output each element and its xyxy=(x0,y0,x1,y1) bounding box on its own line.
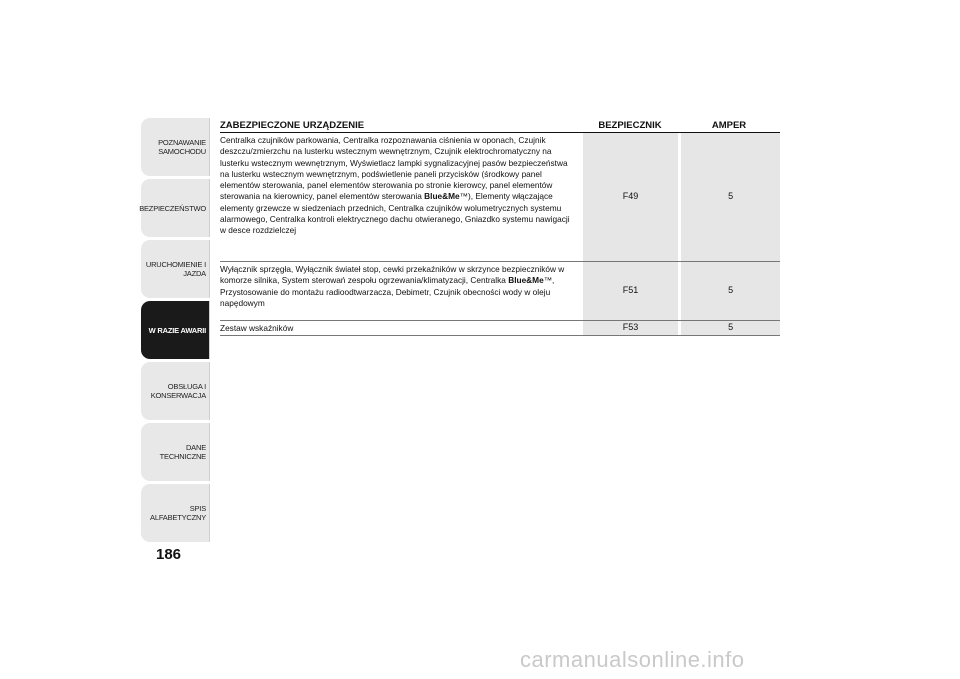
tab-poznawanie-samochodu[interactable]: POZNAWANIE SAMOCHODU xyxy=(141,118,210,176)
device-cell: Centralka czujników parkowania, Centralka rozpoznawania ciśnienia w oponach, Czujnik deszczu/zmierzchu na lusterku wstecznym wewnętrznym, Czujnik elektrochromatyczny na lusterku wstecznym wewnętrznym, Wyświetlacz lampki sygnalizacyjnej pasów bezpieczeństwa na lusterku wstecznym wewnętrznym, podświetlenie paneli przycisków (środkowy panel elementów sterowania, panel elementów sterowania po stronie kierowcy, panel elementów sterowania na kierownicy, panel elementów sterowania Blue&Me™), Elementy włączające elementy grzewcze w siedzeniach przednich, Centralka czujników wolumetrycznych systemu alarmowego, Centralka kontroli elektrycznego dachu otwieranego, Gniazdko systemu nawigacji w desce rozdzielczej xyxy=(220,135,570,236)
header-fuse: BEZPIECZNIK xyxy=(598,120,662,131)
header-device: ZABEZPIECZONE URZĄDZENIE xyxy=(220,120,365,131)
table-row xyxy=(220,321,780,336)
amp-cell: 5 xyxy=(681,321,780,335)
page-number: 186 xyxy=(156,546,182,563)
tab-dane-techniczne[interactable]: DANE TECHNICZNE xyxy=(141,423,210,481)
table-row xyxy=(220,133,780,262)
brand-name: Blue&Me xyxy=(424,191,460,202)
fuse-table xyxy=(220,117,780,336)
amp-cell: 5 xyxy=(681,133,780,261)
fuse-cell: F49 xyxy=(583,133,679,261)
tab-spis-alfabetyczny[interactable]: SPIS ALFABETYCZNY xyxy=(141,484,210,542)
tab-bezpieczenstwo[interactable]: BEZPIECZEŃSTWO xyxy=(141,179,210,237)
tab-w-razie-awarii[interactable]: W RAZIE AWARII xyxy=(141,301,210,359)
fuse-cell: F51 xyxy=(583,262,679,320)
watermark: carmanualsonline.info xyxy=(520,647,745,672)
device-cell: Wyłącznik sprzęgła, Wyłącznik świateł stop, cewki przekaźników w skrzynce bezpieczników w komorze silnika, System sterowań zespołu ogrzewania/klimatyzacji, Centralka Blue&Me™, Przystosowanie do montażu radioodtwarzacza, Debimetr, Czujnik obecności wody w oleju napędowym xyxy=(220,264,565,308)
fuse-cell: F53 xyxy=(583,321,679,335)
brand-name: Blue&Me xyxy=(508,275,544,286)
header-amp: AMPER xyxy=(711,120,747,131)
table-row xyxy=(220,262,780,321)
tab-obsluga-i-konserwacja[interactable]: OBSŁUGA I KONSERWACJA xyxy=(141,362,210,420)
device-cell: Zestaw wskaźników xyxy=(220,323,294,333)
tab-uruchomienie-i-jazda[interactable]: URUCHOMIENIE I JAZDA xyxy=(141,240,210,298)
amp-cell: 5 xyxy=(681,262,780,320)
table-header xyxy=(220,117,780,133)
